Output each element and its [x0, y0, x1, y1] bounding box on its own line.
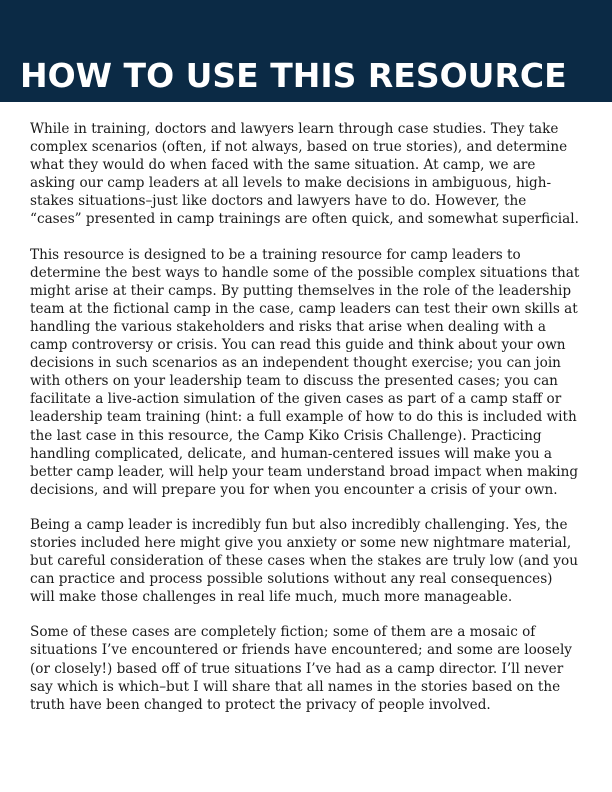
paragraph-1: While in training, doctors and lawyers learn through case studies. They take complex scenarios (often, if not always, based on true stories), and determine what they would do when faced with the same situation. At camp, we are asking our camp leaders at all levels to make decisions in ambiguous, high-stakes situations–just like doctors and lawyers have to do. However, the “cases” presented in camp trainings are often quick, and somewhat superficial. [30, 121, 579, 228]
body-text [30, 120, 580, 731]
paragraph-2: This resource is designed to be a training resource for camp leaders to determine the best ways to handle some of the possible complex situations that might arise at their camps. By putting themselves in the role of the leadership team at the fictional camp in the case, camp leaders can test their own skills at handling the various stakeholders and risks that arise when dealing with a camp controversy or crisis. You can read this guide and think about your own decisions in such scenarios as an independent thought exercise; you can join with others on your leadership team to discuss the presented cases; you can facilitate a live-action simulation of the given cases as part of a camp staff or leadership team training (hint: a full example of how to do this is included with the last case in this resource, the Camp Kiko Crisis Challenge). Practicing handling complicated, delicate, and human-centered issues will make you a better camp leader, will help your team understand broad impact when making decisions, and will prepare you for when you encounter a crisis of your own. [30, 246, 580, 498]
paragraph-4: Some of these cases are completely fiction; some of them are a mosaic of situations I’ve encountered or friends have encountered; and some are loosely (or closely!) based off of true situations I’ve had as a camp director. I’ll never say which is which–but I will share that all names in the stories based on the truth have been changed to protect the privacy of people involved. [30, 624, 572, 713]
header-banner [0, 0, 612, 102]
page-title: HOW TO USE THIS RESOURCE [20, 56, 567, 95]
paragraph-3: Being a camp leader is incredibly fun but also incredibly challenging. Yes, the stories included here might give you anxiety or some new nightmare material, but careful consideration of these cases when the stakes are truly low (and you can practice and process possible solutions without any real consequences) will make those challenges in real life much, much more manageable. [30, 516, 578, 606]
